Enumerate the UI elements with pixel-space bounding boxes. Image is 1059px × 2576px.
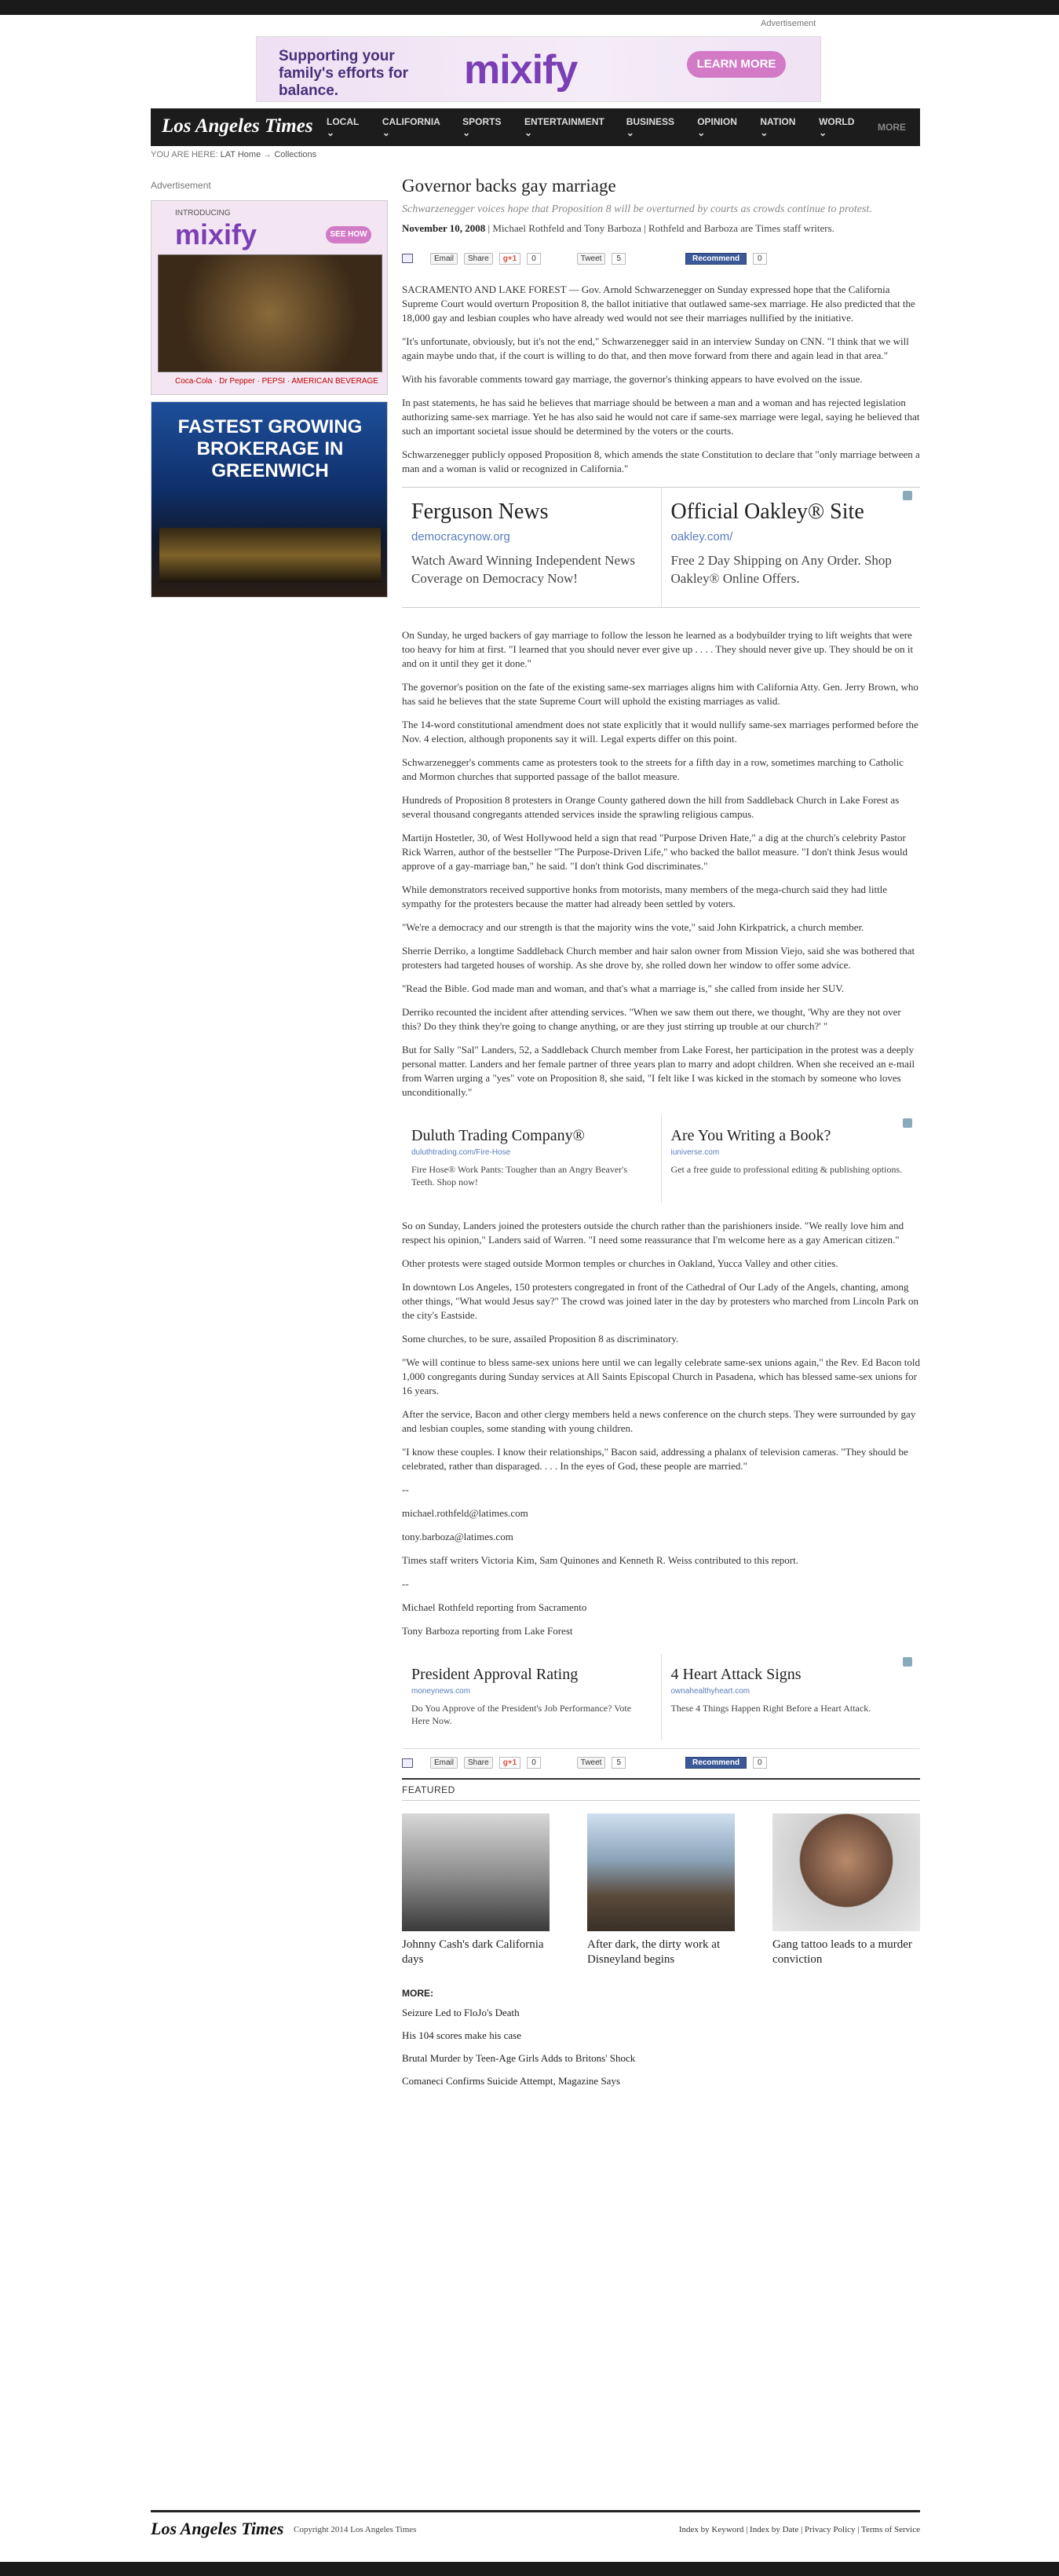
print-icon[interactable] (402, 1758, 413, 1768)
email-button[interactable]: Email (430, 253, 458, 265)
ad-title[interactable]: President Approval Rating (411, 1666, 579, 1683)
article-authors: | Michael Rothfeld and Tony Barboza | Rothfeld and Barboza are Times staff writers. (485, 222, 834, 234)
print-icon[interactable] (402, 254, 413, 263)
recommend-count: 0 (753, 253, 767, 265)
breadcrumb-prefix: YOU ARE HERE: (151, 150, 218, 159)
paragraph: "It's unfortunate, obviously, but it's not the end," Schwarzenegger said in an interview Sunday on CNN. "I think that we will again maybe undo that, if the court is willing to do that, and then move forward from there and again lead in that area." (402, 335, 909, 361)
ad-url[interactable]: duluthtrading.com/Fire-Hose (411, 1148, 511, 1157)
ad-desc: These 4 Things Happen Right Before a Heart Attack. (670, 1703, 871, 1714)
facebook-recommend-button[interactable]: Recommend (685, 253, 747, 265)
reporting-line: Tony Barboza reporting from Lake Forest (402, 1625, 573, 1637)
inline-ad-3-right[interactable] (662, 1654, 921, 1740)
tweet-button[interactable]: Tweet (577, 253, 606, 265)
recommend-count: 0 (753, 1757, 767, 1769)
more-link[interactable]: Comaneci Confirms Suicide Attempt, Magazine Says (402, 2075, 621, 2087)
inline-ad-1-left[interactable] (402, 488, 662, 607)
side-ad2-text: FASTEST GROWING BROKERAGE IN GREENWICH (177, 416, 363, 481)
tweet-count: 5 (612, 1757, 626, 1769)
side-mixify-ad[interactable] (151, 200, 388, 395)
inline-ad-1-right[interactable] (662, 488, 921, 607)
facebook-recommend-button[interactable]: Recommend (685, 1757, 747, 1769)
paragraph: With his favorable comments toward gay marriage, the governor's thinking appears to have evolved on the issue. (402, 373, 863, 385)
ad-title[interactable]: Duluth Trading Company® (411, 1127, 585, 1144)
ad-url[interactable]: oakley.com/ (670, 530, 733, 543)
ad-desc: Get a free guide to professional editing & publishing options. (670, 1164, 903, 1175)
nav-menu (327, 108, 920, 146)
nav-item-entertainment[interactable]: ENTERTAINMENT ⌄ (524, 116, 604, 138)
adchoices-icon[interactable] (903, 491, 912, 500)
share-button[interactable]: Share (464, 253, 493, 265)
breadcrumb-home-link[interactable]: LAT Home (220, 150, 261, 159)
footer-logo[interactable]: Los Angeles Times (151, 2519, 284, 2538)
top-black-bar (0, 0, 1059, 15)
reporting-line: Michael Rothfeld reporting from Sacramento (402, 1601, 587, 1613)
share-bar-top (402, 250, 920, 267)
featured-item[interactable] (587, 1813, 735, 1967)
breadcrumb-arrow: → (263, 150, 272, 159)
ad-title[interactable]: Are You Writing a Book? (670, 1127, 831, 1144)
featured-caption[interactable]: Gang tattoo leads to a murder conviction (772, 1938, 912, 1966)
footer-copyright: Copyright 2014 Los Angeles Times (294, 2525, 417, 2534)
nav-item-more[interactable]: MORE (878, 122, 907, 133)
featured-item[interactable] (402, 1813, 550, 1967)
inline-ad-3 (402, 1654, 920, 1740)
inline-ad-1 (402, 487, 920, 608)
ad-desc: Fire Hose® Work Pants: Tougher than an Angry Beaver's Teeth. Shop now! (411, 1164, 627, 1187)
featured-caption[interactable]: After dark, the dirty work at Disneyland begins (587, 1938, 721, 1966)
main-navbar (151, 108, 920, 146)
ad-title[interactable]: Ferguson News (411, 499, 549, 524)
paragraph: On Sunday, he urged backers of gay marriage to follow the lesson he learned as a bodybuilder trying to lift weights that were too heavy for him at first. "I learned that you should never ever give up . . . . They should never give up. They should be on it and on it until they get it done." (402, 629, 914, 669)
top-ad-label: Advertisement (761, 19, 816, 28)
featured-image[interactable] (402, 1813, 550, 1931)
banner-logo: mixify (464, 47, 578, 93)
separator: -- (402, 1578, 409, 1590)
featured-caption[interactable]: Johnny Cash's dark California days (402, 1938, 544, 1966)
nav-item-california[interactable]: CALIFORNIA ⌄ (382, 116, 440, 138)
featured-image[interactable] (772, 1813, 920, 1931)
more-link[interactable]: His 104 scores make his case (402, 2029, 521, 2041)
paragraph: "We will continue to bless same-sex unions here until we can legally celebrate same-sex unions again," the Rev. Ed Bacon told 1,000 congregants during Sunday services at All Saints Episcopal Church in Pasadena, which has blessed same-sex unions for 16 years. (402, 1356, 920, 1396)
paragraph: So on Sunday, Landers joined the protesters outside the church rather than the parishioners inside. "We really love him and respect his opinion," Landers said of Warren. "I need some reassurance that I'm welcome here as a gay American citizen." (402, 1220, 904, 1246)
ad-url[interactable]: moneynews.com (411, 1687, 471, 1696)
side-ad-brands: Coca-Cola · Dr Pepper · PEPSI · AMERICAN BEVERAGE (175, 377, 378, 386)
nav-item-local[interactable]: LOCAL ⌄ (327, 116, 360, 138)
paragraph: SACRAMENTO AND LAKE FOREST — Gov. Arnold Schwarzenegger on Sunday expressed hope that the California Supreme Court would overturn Proposition 8, the ballot initiative that outlawed same-sex marriage. He also predicted that the 18,000 gay and lesbian couples who have already wed would not see their marriages nullified by the initiative. (402, 284, 915, 324)
paragraph: Other protests were staged outside Mormon temples or churches in Oakland, Yucca Valley and other cities. (402, 1257, 838, 1269)
gplus-count: 0 (527, 253, 541, 265)
more-header: MORE: (402, 1988, 433, 1999)
paragraph: After the service, Bacon and other clergy members held a news conference on the church steps. They were surrounded by gay and lesbian couples, some standing with young children. (402, 1408, 916, 1434)
side-ad-video[interactable] (158, 254, 382, 372)
more-link[interactable]: Seizure Led to FloJo's Death (402, 2007, 520, 2018)
breadcrumb-collections-link[interactable]: Collections (274, 150, 317, 159)
nav-item-opinion[interactable]: OPINION ⌄ (697, 116, 737, 138)
featured-image[interactable] (587, 1813, 735, 1931)
article (402, 176, 920, 2098)
nav-item-sports[interactable]: SPORTS ⌄ (462, 116, 502, 138)
ad-title[interactable]: Official Oakley® Site (670, 499, 864, 524)
author-email-text: tony.barboza@latimes.com (402, 1531, 513, 1542)
paragraph: "Read the Bible. God made man and woman, and that's what a marriage is," she called from inside her SUV. (402, 982, 845, 994)
article-byline (402, 221, 920, 236)
paragraph: But for Sally "Sal" Landers, 52, a Saddleback Church member from Lake Forest, her participation in the protest was a deeply personal matter. Landers and her female partner of three years plan to marry and adopt children. When she received an e-mail from Warren urging a "yes" vote on Proposition 8, she said, "I felt like I was kicked in the stomach by someone who loves unconditionally." (402, 1044, 915, 1098)
paragraph: "We're a democracy and our strength is that the majority wins the vote," said John Kirkpatrick, a church member. (402, 921, 864, 933)
ad-url[interactable]: iuniverse.com (670, 1148, 720, 1157)
ad-desc: Watch Award Winning Independent News Coverage on Democracy Now! (411, 553, 635, 586)
adchoices-icon[interactable] (903, 1657, 912, 1667)
paragraph: Hundreds of Proposition 8 protesters in Orange County gathered down the hill from Saddleback Church in Lake Forest as several thousand congregants attended services inside the sprawling religious campus. (402, 794, 900, 820)
top-banner-ad[interactable] (256, 36, 821, 102)
gplus-count: 0 (527, 1757, 541, 1769)
banner-headline: Supporting your family's efforts for balance. (279, 48, 408, 99)
featured-row (402, 1813, 920, 1967)
paragraph: Sherrie Derriko, a longtime Saddleback Church member and hair salon owner from Mission Viejo, said she was bothered that protesters had targeted houses of worship. As she drove by, she rolled down her window to offer some advice. (402, 945, 915, 971)
paragraph: In past statements, he has said he believes that marriage should be between a man and a woman and has rejected legislation authorizing same-sex marriage. Yet he has also said he would not care if same-sex marriage were legal, saying he believed that such an important societal issue should be determined by the voters or the courts. (402, 397, 920, 437)
paragraph: In downtown Los Angeles, 150 protesters congregated in front of the Cathedral of Our Lady of the Angels, chanting, among other things, "What would Jesus say?" The crowd was joined later in the day by protesters who marched from Lincoln Park on the city's Eastside. (402, 1281, 919, 1321)
side-ad-cta-button[interactable]: SEE HOW (326, 226, 371, 243)
inline-ad-2 (402, 1115, 920, 1203)
ad-desc: Do You Approve of the President's Job Performance? Vote Here Now. (411, 1703, 632, 1726)
side-brokerage-ad[interactable] (151, 401, 388, 598)
adchoices-icon[interactable] (903, 1118, 912, 1128)
inline-ad-3-left[interactable] (402, 1654, 662, 1740)
ad-url[interactable]: democracynow.org (411, 530, 510, 543)
footer (151, 2510, 920, 2537)
separator: -- (402, 1484, 409, 1495)
article-subhead: Schwarzenegger voices hope that Proposition 8 will be overturned by courts as crowds continue to protest. (402, 203, 872, 215)
tweet-count: 5 (612, 253, 626, 265)
featured-header: FEATURED (402, 1778, 920, 1801)
ad-desc: Free 2 Day Shipping on Any Order. Shop Oakley® Online Offers. (670, 553, 892, 586)
gplus-button[interactable]: g+1 (499, 253, 521, 265)
nav-item-business[interactable]: BUSINESS ⌄ (626, 116, 675, 138)
site-logo[interactable]: Los Angeles Times (162, 115, 313, 137)
side-ad-logo: mixify (175, 218, 257, 251)
featured-item[interactable] (772, 1813, 920, 1967)
share-bar-bottom (402, 1748, 920, 1772)
side-ad2-image (159, 528, 381, 583)
author-email-link[interactable]: michael.rothfeld@latimes.com (402, 1507, 528, 1519)
inline-ad-2-right[interactable] (662, 1115, 921, 1203)
side-ad-label: Advertisement (151, 180, 211, 191)
article-date: November 10, 2008 (402, 222, 486, 234)
share-button[interactable]: Share (464, 1757, 493, 1769)
email-button[interactable]: Email (430, 1757, 458, 1769)
contributors: Times staff writers Victoria Kim, Sam Quinones and Kenneth R. Weiss contributed to this report. (402, 1554, 798, 1566)
tweet-button[interactable]: Tweet (577, 1757, 606, 1769)
bottom-black-bar (0, 2562, 1059, 2576)
paragraph: While demonstrators received supportive honks from motorists, many members of the mega-church said they had little sympathy for the protesters because the matter had already been settled by voters. (402, 884, 888, 909)
more-link[interactable]: Brutal Murder by Teen-Age Girls Adds to Britons' Shock (402, 2052, 636, 2064)
paragraph: Schwarzenegger's comments came as protesters took to the streets for a fifth day in a row, sometimes marching to Catholic and Mormon churches that supported passage of the ballot measure. (402, 756, 904, 782)
paragraph: "I know these couples. I know their relationships," Bacon said, addressing a phalanx of television cameras. "They should be celebrated, rather than disparaged. . . . In the eyes of God, these people are married." (402, 1446, 908, 1472)
article-headline: Governor backs gay marriage (402, 176, 616, 196)
paragraph: The governor's position on the fate of the existing same-sex marriages aligns him with California Atty. Gen. Jerry Brown, who has said he believes that the state Supreme Court will uphold the existing marriages as valid. (402, 681, 918, 707)
side-ad-intro: INTRODUCING (175, 209, 231, 218)
breadcrumb (151, 150, 316, 159)
nav-item-world[interactable]: WORLD ⌄ (819, 116, 855, 138)
footer-links[interactable]: Index by Keyword | Index by Date | Privacy Policy | Terms of Service (678, 2525, 920, 2534)
inline-ad-2-left[interactable] (402, 1115, 662, 1203)
paragraph: Some churches, to be sure, assailed Proposition 8 as discriminatory. (402, 1333, 679, 1345)
paragraph: Schwarzenegger publicly opposed Proposition 8, which amends the state Constitution to declare that "only marriage between a man and a woman is valid or recognized in California." (402, 448, 920, 474)
gplus-button[interactable]: g+1 (499, 1757, 521, 1769)
ad-title[interactable]: 4 Heart Attack Signs (670, 1666, 802, 1683)
ad-url[interactable]: ownahealthyheart.com (670, 1687, 750, 1696)
banner-cta-button[interactable]: LEARN MORE (687, 51, 786, 78)
paragraph: Derriko recounted the incident after attending services. "When we saw them out there, we thought, 'Why are they not over this? Do they think they're going to change anything, or are they just stirring up trouble at our church?' " (402, 1006, 901, 1032)
nav-item-nation[interactable]: NATION ⌄ (760, 116, 796, 138)
paragraph: Martijn Hostetler, 30, of West Hollywood held a sign that read "Purpose Driven Hate," a dig at the church's celebrity Pastor Rick Warren, author of the bestseller "The Purpose-Driven Life," who backed the ballot measure. "I don't think Jesus would approve of a gay-marriage ban," he said. "I don't think God discriminates." (402, 832, 908, 872)
paragraph: The 14-word constitutional amendment does not state explicitly that it would nullify same-sex marriages performed before the Nov. 4 election, although proponents say it will. Legal experts differ on this point. (402, 719, 918, 745)
